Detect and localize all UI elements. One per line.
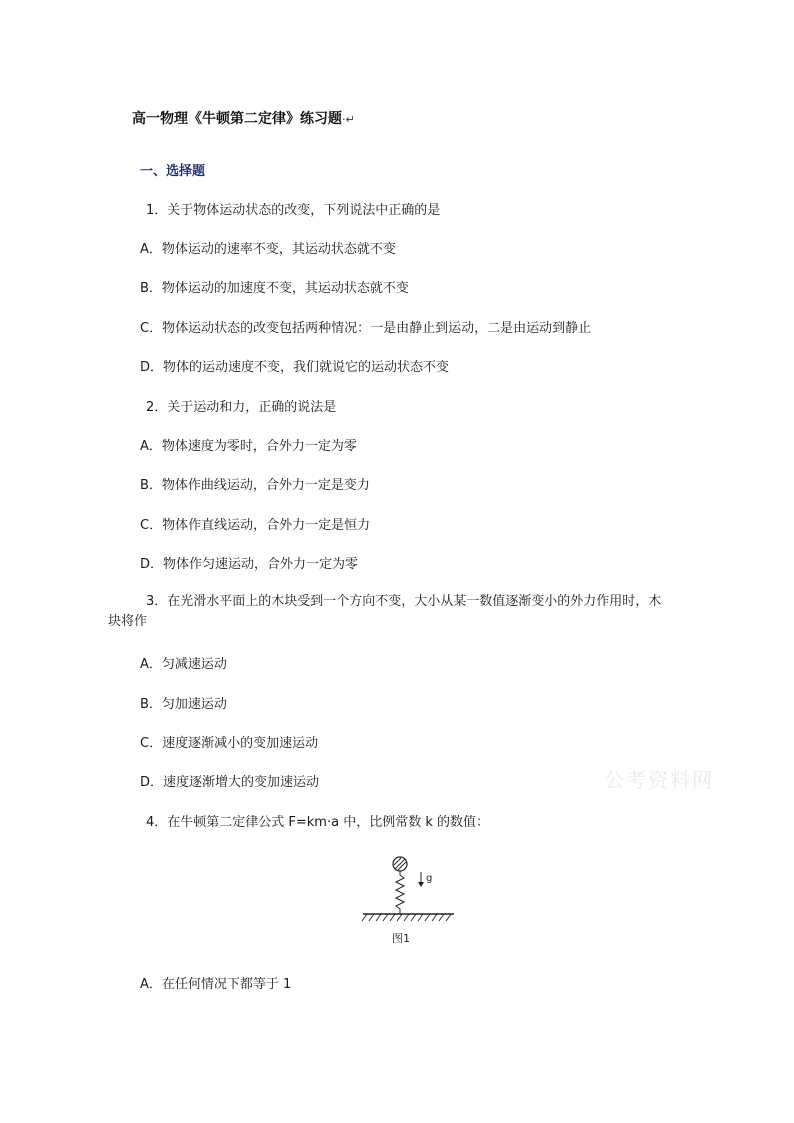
spring-ball-figure [358,852,458,930]
q3-option-a: A．匀减速运动 [140,657,227,672]
question-2: 2．关于运动和力，正确的说法是 [146,400,337,415]
gravity-label: g [426,873,433,884]
title-text: 高一物理《牛顿第二定律》练习题 [132,111,342,127]
q3-option-c: C．速度逐渐减小的变加速运动 [140,736,319,751]
figure-caption: 图1 [392,932,410,945]
q3-option-d: D．速度逐渐增大的变加速运动 [140,775,320,790]
document-title [132,108,355,128]
question-4: 4．在牛顿第二定律公式 F=km·a 中，比例常数 k 的数值： [146,815,489,830]
q1-option-a: A．物体运动的速率不变，其运动状态就不变 [140,242,396,257]
paragraph-mark: ·↵ [342,113,355,126]
section-heading: 一、选择题 [140,164,206,179]
q2-option-a: A．物体速度为零时，合外力一定为零 [140,439,357,454]
q3-option-b: B．匀加速运动 [140,697,227,712]
q2-option-b: B．物体作曲线运动，合外力一定是变力 [140,478,370,493]
q2-option-c: C．物体作直线运动，合外力一定是恒力 [140,518,371,533]
spring-shape [396,871,404,914]
question-3: 3．在光滑水平面上的木块受到一个方向不变，大小从某一数值逐渐变小的外力作用时，木块将作 [108,594,662,629]
q4-option-a: A．在任何情况下都等于 1 [140,977,292,992]
question-1: 1．关于物体运动状态的改变，下列说法中正确的是 [146,203,441,218]
q1-option-b: B．物体运动的加速度不变，其运动状态就不变 [140,281,409,296]
q2-option-d: D．物体作匀速运动，合外力一定为零 [140,557,359,572]
q1-option-c: C．物体运动状态的改变包括两种情况：一是由静止到运动，二是由运动到静止 [140,321,592,336]
q1-option-d: D．物体的运动速度不变，我们就说它的运动状态不变 [140,360,450,375]
ground-hatch [362,914,451,921]
watermark-text: 公考资料网 [604,768,714,792]
